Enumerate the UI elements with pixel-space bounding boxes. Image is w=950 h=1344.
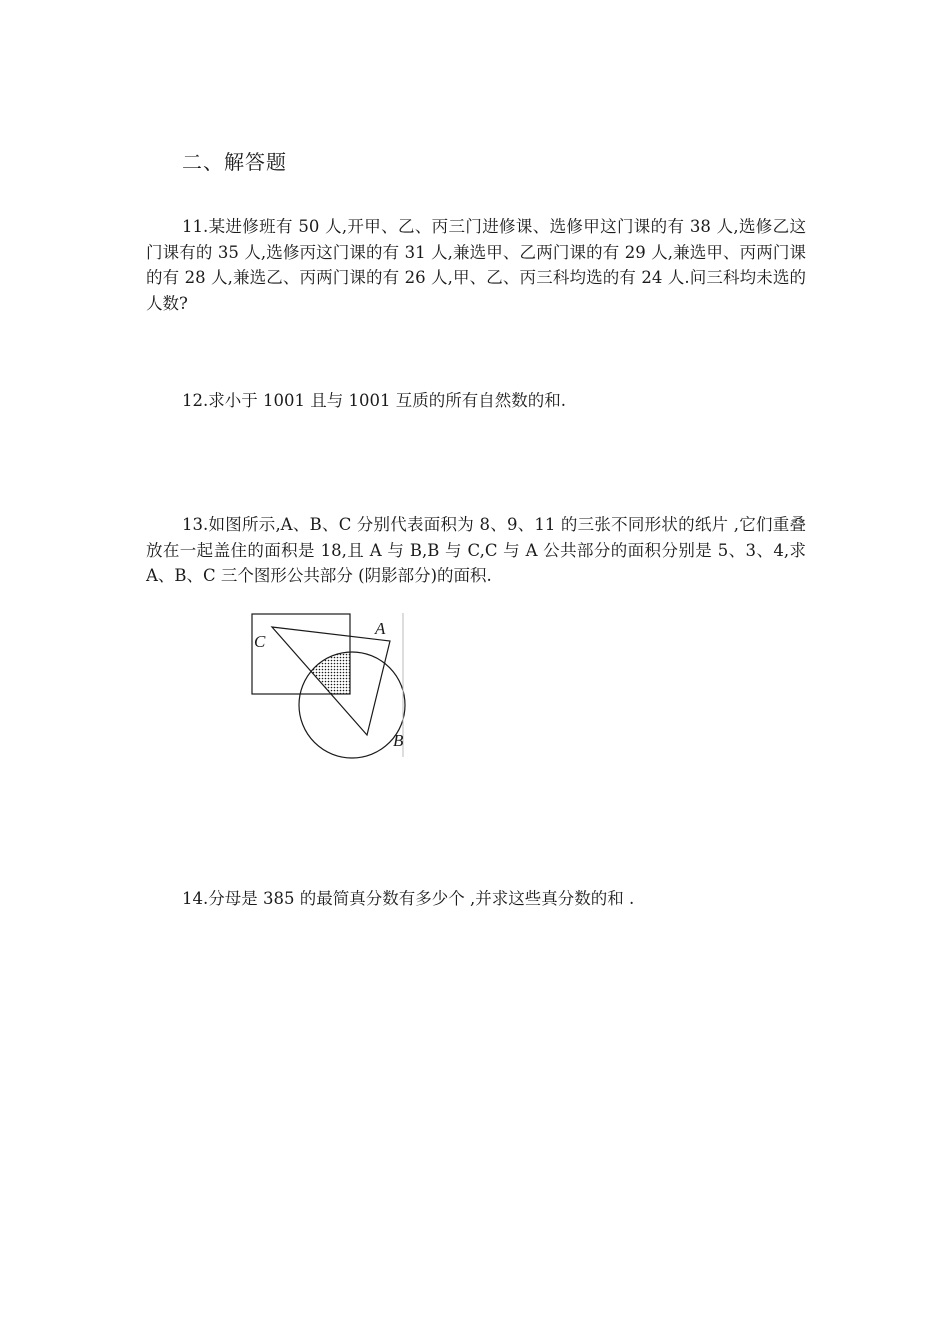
venn-figure bbox=[240, 605, 415, 765]
circle-b bbox=[299, 652, 405, 758]
figure-svg bbox=[240, 605, 415, 765]
problem-11: 11.某进修班有 50 人,开甲、乙、丙三门进修课、选修甲这门课的有 38 人,选修乙这门课有的 35 人,选修丙这门课的有 31 人,兼选甲、乙两门课的有 29 人,兼选甲、丙两门课的有 28 人,兼选乙、丙两门课的有 26 人,甲、乙、丙三科均选的有 24 人.问三科均未选的人数? bbox=[146, 217, 806, 313]
problem-13: 13.如图所示,A、B、C 分别代表面积为 8、9、11 的三张不同形状的纸片 ,它们重叠放在一起盖住的面积是 18,且 A 与 B,B 与 C,C 与 A 公共部分的面积分别是 5、3、4,求 A、B、C 三个图形公共部分 (阴影部分)的面积. bbox=[146, 515, 806, 585]
problem-14: 14.分母是 385 的最简真分数有多少个 ,并求这些真分数的和 . bbox=[182, 889, 635, 908]
section-title: 二、解答题 bbox=[182, 150, 287, 174]
problem-12: 12.求小于 1001 且与 1001 互质的所有自然数的和. bbox=[182, 391, 566, 410]
label-b: B bbox=[393, 731, 404, 750]
label-a: A bbox=[375, 619, 386, 638]
label-c: C bbox=[254, 632, 266, 651]
